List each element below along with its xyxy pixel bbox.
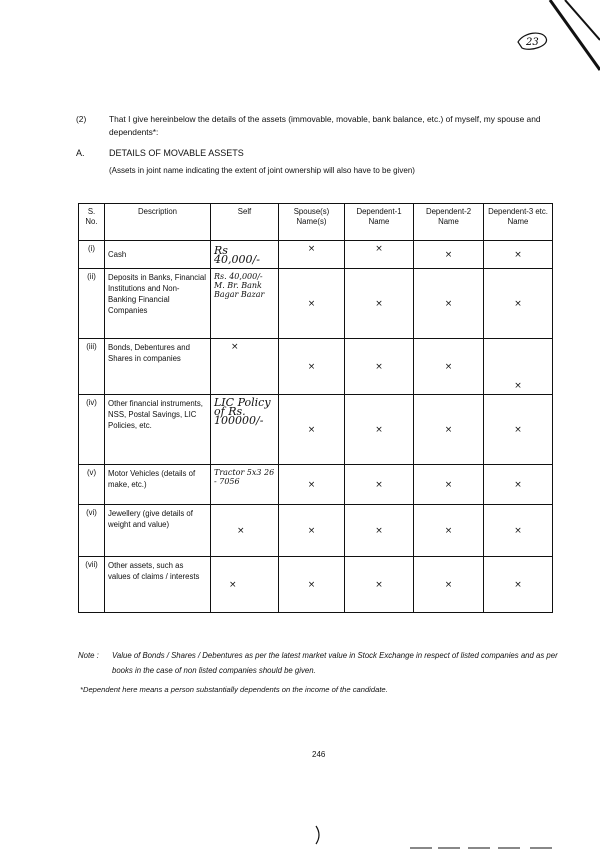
header-dependent-3: Dependent-3 etc. Name: [484, 204, 553, 241]
table-row: [79, 339, 553, 395]
row-dependent-2: ×: [414, 269, 484, 339]
row-spouse: ×: [279, 339, 345, 395]
row-self: ×: [211, 505, 279, 557]
row-sno: (vi): [79, 505, 105, 557]
movable-assets-table: [78, 203, 553, 613]
intro-text: That I give hereinbelow the details of the assets (immovable, movable, bank balance, etc.) of myself, my spouse and dependents*:: [109, 114, 541, 137]
row-self: ×: [211, 339, 279, 395]
row-spouse: ×: [279, 505, 345, 557]
page-number: 246: [312, 750, 326, 759]
row-dependent-3: ×: [484, 395, 553, 465]
row-description: Other assets, such as values of claims / interests: [105, 557, 211, 613]
table-header-row: [79, 204, 553, 241]
row-spouse: ×: [279, 269, 345, 339]
row-self: [211, 269, 279, 339]
row-dependent-2: ×: [414, 241, 484, 269]
table-row: [79, 557, 553, 613]
row-spouse: ×: [279, 395, 345, 465]
corner-annotation: [510, 0, 600, 90]
table-row: [79, 241, 553, 269]
dependent-footnote: *Dependent here means a person substantially dependents on the income of the candidate.: [80, 685, 388, 694]
handwritten-value: LIC Policy of Rs. 100000/-: [214, 396, 271, 427]
row-spouse: ×: [279, 465, 345, 505]
row-sno: (i): [79, 241, 105, 269]
table-row: [79, 505, 553, 557]
handwritten-value: Rs 40,000/-: [214, 243, 260, 266]
row-dependent-3: ×: [484, 557, 553, 613]
row-description: Jewellery (give details of weight and value): [105, 505, 211, 557]
row-sno: (v): [79, 465, 105, 505]
row-dependent-2: ×: [414, 557, 484, 613]
handwritten-value: Rs. 40,000/- M. Br. Bank Bagar Bazar: [214, 272, 265, 299]
row-self: ×: [211, 557, 279, 613]
row-spouse: ×: [279, 241, 345, 269]
row-sno: (iv): [79, 395, 105, 465]
row-sno: (vii): [79, 557, 105, 613]
row-description: Bonds, Debentures and Shares in companies: [105, 339, 211, 395]
bottom-scan-marks: [0, 820, 600, 850]
row-description: Motor Vehicles (details of make, etc.): [105, 465, 211, 505]
row-sno: (iii): [79, 339, 105, 395]
corner-number: 23: [526, 37, 539, 48]
header-dependent-2: Dependent-2 Name: [414, 204, 484, 241]
table-row: [79, 269, 553, 339]
intro-number: (2): [76, 114, 87, 124]
row-dependent-3: ×: [484, 465, 553, 505]
row-dependent-3: ×: [484, 505, 553, 557]
row-self: [211, 465, 279, 505]
row-dependent-2: ×: [414, 505, 484, 557]
row-dependent-3: ×: [484, 269, 553, 339]
row-dependent-1: ×: [345, 557, 414, 613]
row-dependent-1: ×: [345, 395, 414, 465]
row-sno: (ii): [79, 269, 105, 339]
table-row: [79, 465, 553, 505]
row-spouse: ×: [279, 557, 345, 613]
header-self: Self: [211, 204, 279, 241]
row-dependent-1: ×: [345, 241, 414, 269]
row-self: [211, 395, 279, 465]
row-description: Other financial instruments, NSS, Postal Savings, LIC Policies, etc.: [105, 395, 211, 465]
row-dependent-1: ×: [345, 465, 414, 505]
row-dependent-1: ×: [345, 505, 414, 557]
table-row: [79, 395, 553, 465]
note-label: Note :: [78, 651, 99, 660]
row-dependent-2: ×: [414, 395, 484, 465]
section-note: (Assets in joint name indicating the extent of joint ownership will also have to be given): [109, 166, 415, 175]
handwritten-value: Tractor 5x3 26 - 7056: [214, 468, 275, 486]
row-description: Deposits in Banks, Financial Institutions and Non-Banking Financial Companies: [105, 269, 211, 339]
section-title: DETAILS OF MOVABLE ASSETS: [109, 148, 244, 158]
row-description: Cash: [105, 241, 211, 269]
section-letter: A.: [76, 148, 85, 158]
header-sno: S. No.: [79, 204, 105, 241]
header-spouse: Spouse(s) Name(s): [279, 204, 345, 241]
note-text: Value of Bonds / Shares / Debentures as per the latest market value in Stock Exchange in respect of listed companies and as per books in the case of non listed companies should be given.: [112, 651, 558, 675]
row-dependent-3: ×: [484, 241, 553, 269]
header-description: Description: [105, 204, 211, 241]
row-dependent-3: ×: [484, 339, 553, 395]
row-dependent-1: ×: [345, 269, 414, 339]
row-dependent-2: ×: [414, 465, 484, 505]
row-dependent-1: ×: [345, 339, 414, 395]
header-dependent-1: Dependent-1 Name: [345, 204, 414, 241]
row-self: [211, 241, 279, 269]
row-dependent-2: ×: [414, 339, 484, 395]
